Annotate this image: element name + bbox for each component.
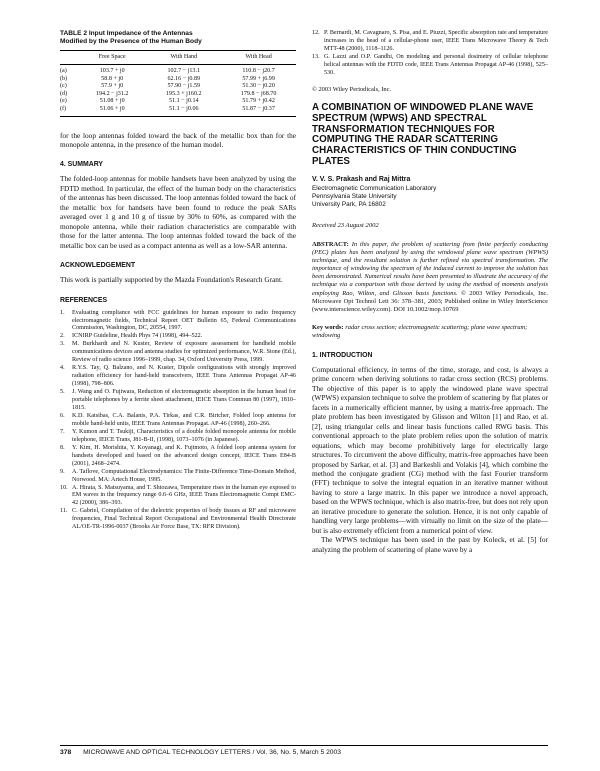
footer-rule xyxy=(60,745,548,746)
table-caption xyxy=(60,30,296,46)
reference-list-continued xyxy=(312,30,548,78)
table-header-cell: Free Space xyxy=(78,51,146,65)
table-cell: (f) xyxy=(60,106,78,116)
table-cell: 179.8 − j68.70 xyxy=(240,90,277,97)
page-footer xyxy=(60,749,548,756)
summary-text: The folded-loop antennas for mobile handsets have been analyzed by using the FDTD method. In particular, the effect of the human body on the characteristics of the antennas has been discussed. The loop antennas folded toward the back of the metallic box for handsets have been found to reduce the peak SARs averaged over 1 g and 10 g of tissue by 30% to 60%, as compared with the monopole antenna, while their radiation characteristics are comparable with those for the latter antenna. The loop antennas folded toward the back of the metallic box can be used as a compact antenna as well as a low-SAR antenna. xyxy=(60,174,296,250)
table-row xyxy=(60,65,296,76)
table-cell: 102.7 − j13.1 xyxy=(167,68,201,74)
introduction-paragraph: Computational efficiency, in terms of the time, storage, and cost, is always a prime concern when deriving solutions to radar cross section (RCS) problems. The objective of this paper is to apply the windowed plane wave spectral (WPWS) expansion technique to solve the problem of scattering by flat plates or facets in a numerically efficient manner, by using a matrix-free approach. The plate problem has been investigated by Glisson and Wilton [1] and Rao, et al. [2], using triangular cells and linear basis functions called RWG basis. This conventional approach to the plate problem relies upon the solution of matrix equations, which may become prohibitively large for electrically large structures. To circumvent the above difficulty, matrix-free approaches have been proposed by Sarkar, et al. [3] and Barkeshli and Volakis [4], which combine the method the conjugate gradient (CG) method with the fast Fourier transform (FFT) technique to solve the integral equation in an iterative manner without having to store a large matrix. In this paper we introduce a novel approach, based on the WPWS technique, which is also matrix-free, but does not rely upon an iterative procedure to generate the solution. Hence, it is not only capable of handling very large problems—with virtually no limit on the size of the plate—but is also extremely efficient from a numerical point of view. xyxy=(312,364,548,535)
table-row xyxy=(60,106,296,116)
reference-number: 13. xyxy=(312,53,320,60)
table-caption-line1: TABLE 2 Input Impedance of the Antennas xyxy=(60,30,193,37)
table-row xyxy=(60,98,296,106)
table-cell: (d) xyxy=(60,90,68,97)
table-cell: 51.06 + j0 xyxy=(78,106,146,116)
reference-text: R.Y.S. Tay, Q. Balzano, and N. Kuster, Dipole configurations with strongly improved radiation efficiency for hand-held transceivers, IEEE Trans Antennas Propagat AP-46 (1998), 798–806. xyxy=(72,365,296,388)
abstract-text: In this paper, the problem of scattering from finite perfectly conducting (PEC) plates has been analyzed by using the windowed plane wave spectrum (WPWS) technique, and the resultant solution is further refined via spectral transformation. The importance of windowing the spectrum of the induced current to improve the solution has been demonstrated. Numerical results have been presented to illustrate the accuracy of the technique via a comparison with those derived by using the method of moments analysis employing Rao, Wilton, and Glisson basis functions. xyxy=(312,240,549,297)
reference-item xyxy=(312,54,548,78)
keywords xyxy=(312,324,548,340)
impedance-table xyxy=(60,50,296,116)
reference-number: 4. xyxy=(60,365,65,372)
reference-number: 9. xyxy=(60,468,65,475)
table-caption-line2: Modified by the Presence of the Human Body xyxy=(60,38,202,46)
table-header-row xyxy=(60,51,296,65)
reference-text: P. Bernardi, M. Cavagnaro, S. Pisa, and E. Piuzzi, Specific absorption rate and temperature increases in the head of a cellular-phone user, IEEE Trans Microwave Theory & Tech MTT-48 (2000), 1118–1126. xyxy=(324,30,548,52)
table-cell: 103.7 + j0 xyxy=(99,68,125,74)
reference-item xyxy=(60,310,296,334)
table-header-cell xyxy=(60,51,78,65)
reference-item xyxy=(60,389,296,413)
reference-number: 7. xyxy=(60,428,65,435)
table-cell: 57.90 − j1.59 xyxy=(167,83,201,90)
reference-item xyxy=(60,341,296,365)
table-cell: (e) xyxy=(60,98,67,105)
reference-text: A. Hirata, S. Matsuyama, and T. Shiozawa, Temperature rises in the human eye exposed to EM waves in the frequency range 0.6–6 GHz, IEEE Trans Electromagnetic Compt EMC-42 (2000), 386–393. xyxy=(72,484,296,507)
reference-text: M. Burkhardt and N. Kuster, Review of exposure assessment for handheld mobile communications devices and antenna studies for optimized performance, W.R. Stone (Ed.), Review of radio science 1996–1999, chap. 34, Oxford University Press, 1999. xyxy=(72,341,296,364)
reference-item xyxy=(60,429,296,445)
reference-number: 2. xyxy=(60,333,65,340)
received-date: Received 23 August 2002 xyxy=(312,221,379,229)
keywords-label: Key words: xyxy=(312,323,344,331)
reference-list xyxy=(60,310,296,533)
table-cell: 194.2 − j31.2 xyxy=(95,90,129,97)
table-cell: 51.1 − j0.14 xyxy=(169,98,199,105)
references-heading: REFERENCES xyxy=(60,296,108,304)
affiliation-line: Electromagnetic Communication Laboratory xyxy=(312,184,437,192)
introduction-heading: 1. INTRODUCTION xyxy=(312,351,373,359)
reference-item xyxy=(60,365,296,389)
article-authors: V. V. S. Prakash and Raj Mittra xyxy=(312,176,411,184)
acknowledgement-text: This work is partially supported by the Mazda Foundation's Research Grant. xyxy=(60,275,283,285)
affiliation-line: University Park, PA 16802 xyxy=(312,200,386,208)
reference-text: K.D. Katsibas, C.A. Balanis, P.A. Tirkas, and C.R. Birtcher, Folded loop antenna for mobile hand-held units, IEEE Trans Antennas Propagat. AP-46 (1998), 260–266. xyxy=(72,412,296,427)
reference-number: 11. xyxy=(60,508,68,515)
table-cell: 57.99 + j6.99 xyxy=(242,75,275,82)
table-cell: 51.08 + j0 xyxy=(99,98,125,105)
table-cell: 57.9 + j0 xyxy=(101,83,124,90)
reference-item xyxy=(60,445,296,469)
reference-item xyxy=(312,30,548,54)
reference-text: C. Gabriel, Compilation of the dielectric properties of body tissues at RF and microwave frequencies, Final Technical Report Occupational and Environmental Health Directorate AL/OE-TR-1996-0037 (Brooks Air Force Base, TX: RFR Division). xyxy=(72,508,296,531)
author-affiliation xyxy=(312,185,548,209)
reference-number: 12. xyxy=(312,30,320,36)
journal-info: MICROWAVE AND OPTICAL TECHNOLOGY LETTERS / Vol. 36, No. 5, March 5 2003 xyxy=(83,749,341,756)
reference-text: Y. Kim, H. Morishita, Y. Koyanagi, and K. Fujimoto, A folded loop antenna system for handsets developed and based on the advanced design concept, IEICE Trans E84-B (2001), 2468–2474. xyxy=(72,444,296,467)
table-cell: 195.3 + j160.2 xyxy=(165,90,202,97)
reference-number: 10. xyxy=(60,484,68,491)
table-row xyxy=(60,83,296,91)
keywords-text: radar cross section; electromagnetic scattering; plane wave spectrum; windowing xyxy=(312,323,528,339)
reference-item xyxy=(60,413,296,429)
reference-text: J. Wang and O. Fujiwara, Reduction of electromagnetic absorption in the human head for portable telephones by a ferrite sheet attachment, IEICE Trans Commun 80 (1997), 1810–1815. xyxy=(72,389,296,411)
continued-paragraph: for the loop antennas folded toward the back of the metallic box than for the monopole antenna, in the presence of the human model. xyxy=(60,130,296,150)
page-number: 378 xyxy=(60,749,72,756)
table-cell: 51.30 − j0.20 xyxy=(242,83,275,90)
left-column xyxy=(60,30,296,532)
abstract-citation: © 2003 Wiley Periodicals, Inc. Microwave Opt Technol Lett 36: 378–381, 2003; Published online in Wiley InterScience (www.interscience.wiley.com). DOI 10.1002/mop.10769 xyxy=(312,289,549,313)
reference-number: 1. xyxy=(60,309,65,316)
right-column xyxy=(312,30,548,554)
reference-text: A. Taflove, Computational Electrodynamics: The Finite-Difference Time-Domain Method, Norwood. MA: Artech House, 1995. xyxy=(72,468,296,483)
reference-text: Evaluating compliance with FCC guidelines for human exposure to radio frequency electromagnetic fields, Technical Report OET Bulletin 65, Federal Communications Commission, Washington, DC, 20554, 1997. xyxy=(72,309,296,332)
reference-number: 3. xyxy=(60,341,65,348)
table-cell: (a) xyxy=(60,68,67,74)
table-row xyxy=(60,91,296,99)
reference-item xyxy=(60,469,296,485)
table-cell: 51.1 − j0.06 xyxy=(146,106,221,116)
introduction-paragraph: The WPWS technique has been used in the past by Koleck, et al. [5] for analyzing the problem of scattering of plane wave by a xyxy=(312,535,548,554)
summary-heading: 4. SUMMARY xyxy=(60,161,104,169)
reference-number: 5. xyxy=(60,389,65,396)
reference-item xyxy=(60,508,296,532)
reference-text: Y. Kumon and T. Tsukiji, Characteristics of a double folded monopole antenna for mobile telephone, IEICE Trans, J81-B-II, (1998), 1073–1076 (in Japanese). xyxy=(72,428,296,443)
article-title: A COMBINATION OF WINDOWED PLANE WAVE SPECTRUM (WPWS) AND SPECTRAL TRANSFORMATION TECHNIQUES FOR COMPUTING THE RADAR SCATTERING CHARACTERISTICS OF THIN CONDUCTING PLATES xyxy=(312,101,534,168)
acknowledgement-heading: ACKNOWLEDGEMENT xyxy=(60,262,136,270)
table-cell: 62.16 − j0.89 xyxy=(167,75,201,82)
table-cell: 51.79 + j0.42 xyxy=(242,98,275,105)
table-header-cell: With Hand xyxy=(146,51,221,65)
abstract xyxy=(312,241,548,314)
affiliation-line: Pennsylvania State University xyxy=(312,192,397,200)
table-row xyxy=(60,76,296,84)
reference-text: ICNIRP Guideline, Health Phys 74 (1998), 494–522. xyxy=(72,333,203,340)
reference-number: 8. xyxy=(60,444,65,451)
reference-text: G. Lazzi and O.P. Gandhi, On modeling and personal dosimetry of cellular telephone helical antennas with the FDTD code, IEEE Trans Antennas Propagat AP-46 (1998), 525–530. xyxy=(324,53,548,76)
table-header-cell: With Head xyxy=(221,51,296,65)
reference-number: 6. xyxy=(60,412,65,419)
table-cell: 51.87 − j0.37 xyxy=(221,106,296,116)
copyright-notice: © 2003 Wiley Periodicals, Inc. xyxy=(312,85,392,93)
table-cell: 58.8 + j0 xyxy=(101,75,124,82)
reference-item xyxy=(60,485,296,509)
abstract-label: ABSTRACT: xyxy=(312,240,349,248)
table-cell: (c) xyxy=(60,83,67,90)
table-cell: (b) xyxy=(60,75,68,82)
table-cell: 110.8 − j20.7 xyxy=(242,68,275,74)
